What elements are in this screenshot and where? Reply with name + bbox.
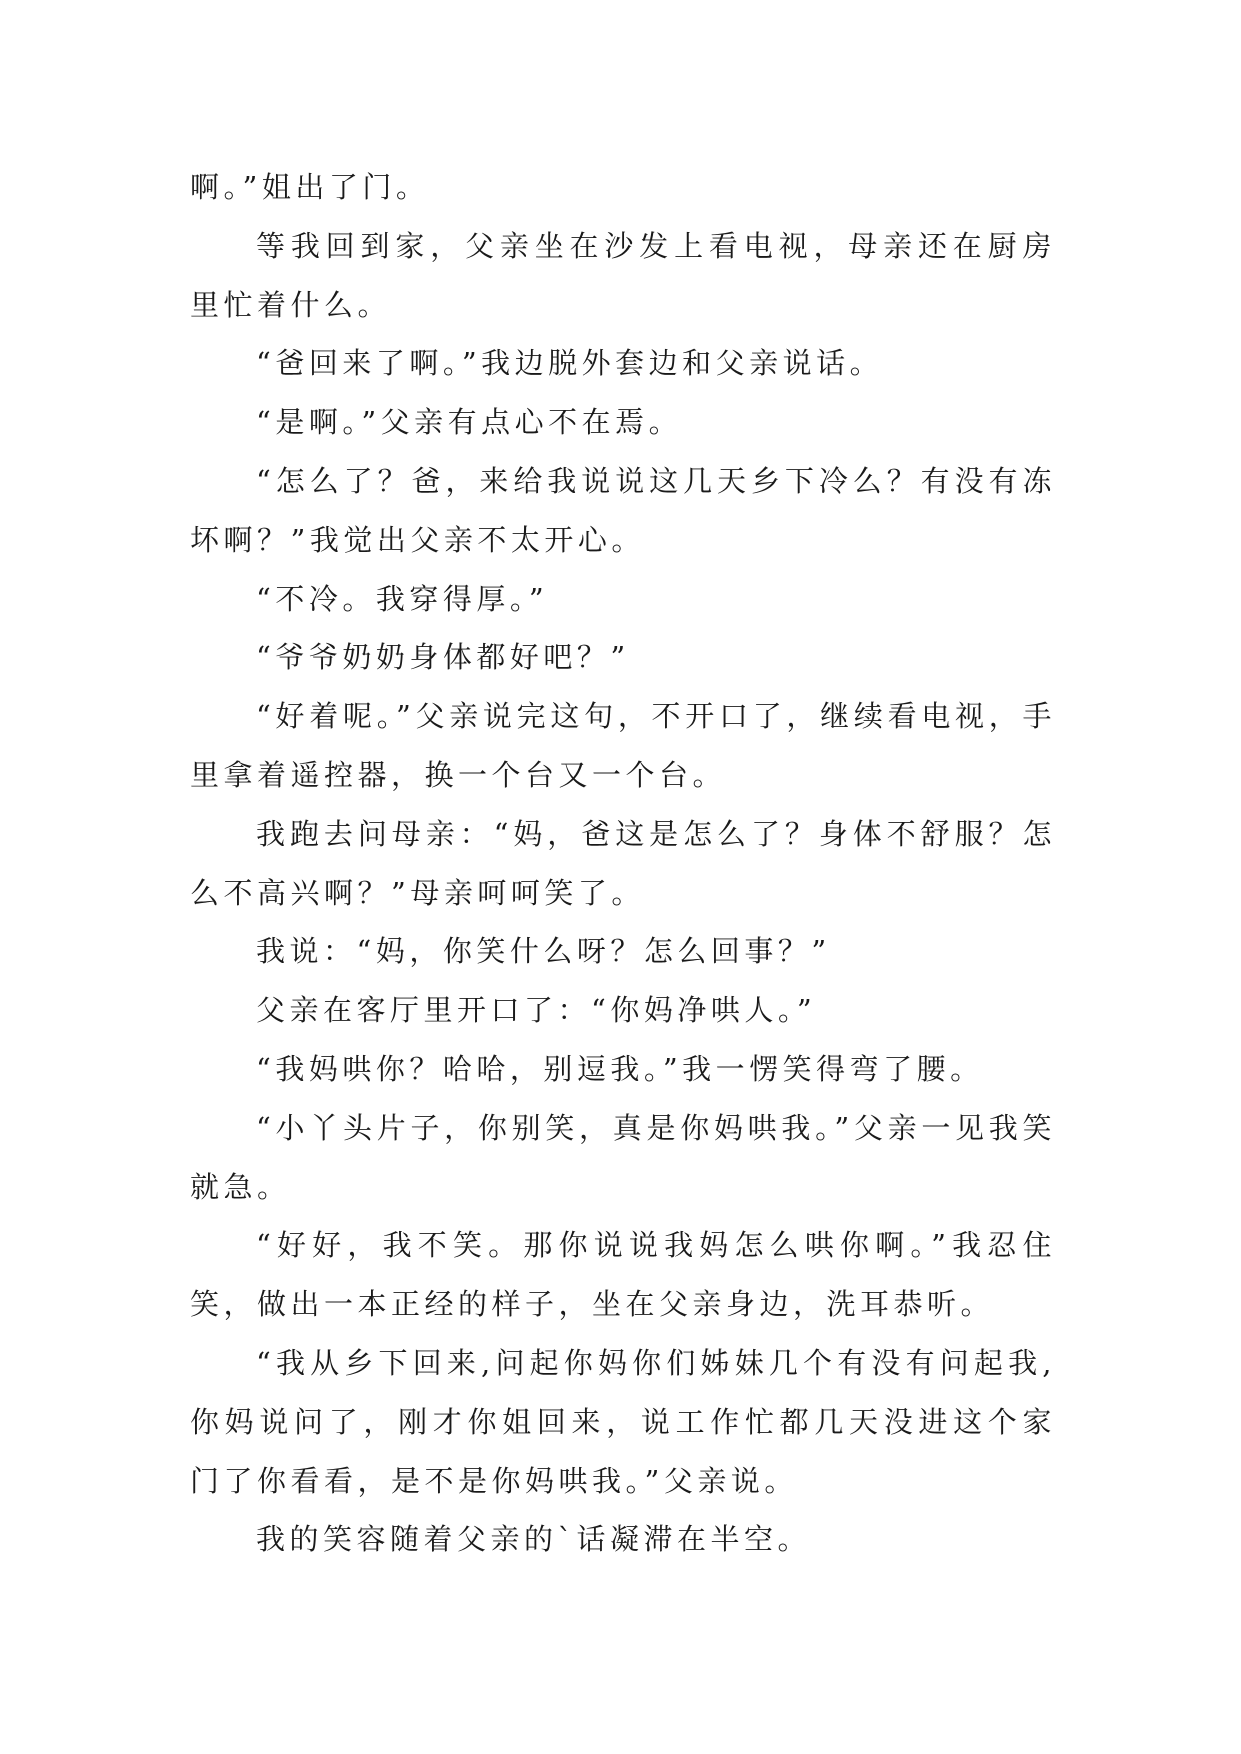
paragraph: “是啊。”父亲有点心不在焉。: [256, 405, 683, 440]
paragraph: “爷爷奶奶身体都好吧？”: [256, 640, 630, 675]
paragraph: 我跑去问母亲：“妈，爸这是怎么了？身体不舒服？怎么不高兴啊？”母亲呵呵笑了。: [190, 816, 1056, 910]
paragraph: “好着呢。”父亲说完这句，不开口了，继续看电视，手里拿着遥控器，换一个台又一个台。: [190, 699, 1056, 792]
paragraph: “小丫头片子，你别笑，真是你妈哄我。”父亲一见我笑就急。: [190, 1110, 1056, 1204]
paragraph: “爸回来了啊。”我边脱外套边和父亲说话。: [256, 346, 884, 381]
paragraph: 我的笑容随着父亲的`话凝滞在半空。: [256, 1522, 812, 1557]
paragraph: 等我回到家，父亲坐在沙发上看电视，母亲还在厨房里忙着什么。: [190, 228, 1056, 322]
paragraph: 啊。”姐出了门。: [190, 170, 430, 204]
paragraph: “不冷。我穿得厚。”: [256, 581, 549, 616]
paragraph: “怎么了？爸，来给我说说这几天乡下冷么？有没有冻坏啊？”我觉出父亲不太开心。: [190, 463, 1056, 557]
paragraph: 父亲在客厅里开口了：“你妈净哄人。”: [256, 993, 817, 1028]
paragraph: 我说：“妈，你笑什么呀？怎么回事？”: [256, 934, 831, 969]
paragraph: “好好，我不笑。那你说说我妈怎么哄你啊。”我忍住笑，做出一本正经的样子，坐在父亲身边，洗耳恭听。: [190, 1228, 1056, 1322]
body-text: [190, 158, 1056, 1569]
paragraph: “我妈哄你？哈哈，别逗我。”我一愣笑得弯了腰。: [256, 1051, 984, 1086]
paragraph: “我从乡下回来,问起你妈你们姊妹几个有没有问起我,你妈说问了，刚才你姐回来，说工作忙都几天没进这个家门了你看看，是不是你妈哄我。”父亲说。: [190, 1345, 1056, 1498]
